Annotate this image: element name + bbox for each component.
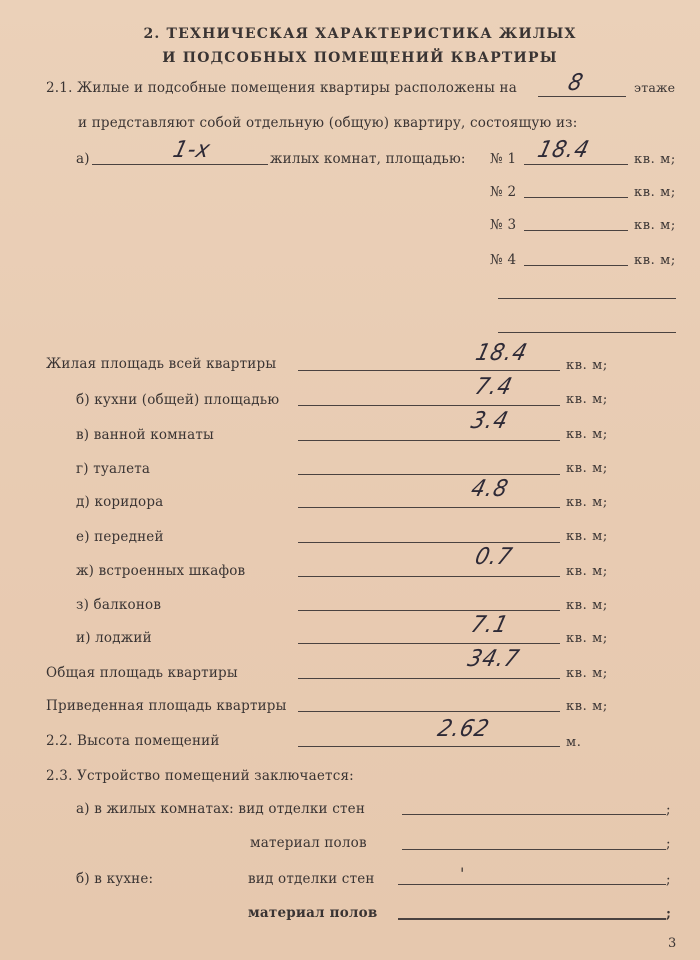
corridor-area-label: д) коридора (76, 494, 164, 510)
room-2-label: № 2 (490, 184, 517, 200)
balconies-area-unit: кв. м; (566, 598, 608, 613)
closets-area-label: ж) встроенных шкафов (76, 563, 246, 579)
p21-lead: 2.1. Жилые и подсобные помещения квартиры расположены на (46, 80, 517, 96)
room-2-line (524, 197, 628, 198)
loggias-area-line (298, 643, 560, 644)
balconies-area-label: з) балконов (76, 597, 162, 613)
kitchen-area-line (298, 405, 560, 406)
living-area-value: 18.4 (472, 340, 531, 366)
room-1-label: № 1 (490, 151, 517, 167)
bathroom-area-line (298, 440, 560, 441)
living-area-unit: кв. м; (566, 358, 608, 373)
living-floor-line (402, 849, 666, 850)
rooms-label-text: жилых комнат, площадью: (270, 151, 466, 167)
extra-line-2 (498, 332, 676, 333)
toilet-area-unit: кв. м; (566, 461, 608, 476)
total-area-label: Общая площадь квартиры (46, 665, 238, 681)
room-4-unit: кв. м; (634, 253, 676, 268)
loggias-area-label: и) лоджий (76, 630, 152, 646)
kitchen-floor-line (398, 918, 666, 920)
bathroom-area-label: в) ванной комнаты (76, 427, 214, 443)
living-area-label: Жилая площадь всей квартиры (46, 356, 277, 372)
floor-line (538, 96, 626, 97)
room-4-label: № 4 (490, 252, 517, 268)
living-floor-label: материал полов (250, 835, 367, 851)
room-3-label: № 3 (490, 217, 517, 233)
balconies-area-line (298, 610, 560, 611)
height-value: 2.62 (434, 716, 493, 742)
living-area-line (298, 370, 560, 371)
toilet-area-line (298, 474, 560, 475)
page-number: 3 (668, 936, 677, 951)
room-1-value: 18.4 (534, 137, 593, 163)
reduced-area-label: Приведенная площадь квартиры (46, 698, 287, 714)
extra-line-1 (498, 298, 676, 299)
room-1-unit: кв. м; (634, 152, 676, 167)
floor-value: 8 (565, 70, 587, 96)
reduced-area-line (298, 711, 560, 712)
closets-area-value: 0.7 (472, 544, 516, 570)
loggias-area-value: 7.1 (468, 612, 512, 638)
floor-unit: этаже (634, 80, 676, 95)
section-title-line-1: 2. ТЕХНИЧЕСКАЯ ХАРАКТЕРИСТИКА ЖИЛЫХ (143, 26, 577, 42)
total-area-unit: кв. м; (566, 666, 608, 681)
kitchen-walls-line (398, 884, 666, 885)
living-walls-semicolon: ; (666, 802, 671, 818)
kitchen-walls-semicolon: ; (666, 872, 671, 888)
hallway-area-unit: кв. м; (566, 529, 608, 544)
rooms-count-line (92, 164, 268, 165)
room-4-line (524, 265, 628, 266)
living-floor-semicolon: ; (666, 836, 671, 852)
hallway-area-line (298, 542, 560, 543)
corridor-area-value: 4.8 (468, 476, 512, 502)
height-unit: м. (566, 735, 582, 750)
p23-label: 2.3. Устройство помещений заключается: (46, 768, 354, 784)
room-3-line (524, 230, 628, 231)
section-title-line-2: И ПОДСОБНЫХ ПОМЕЩЕНИЙ КВАРТИРЫ (162, 50, 558, 66)
corridor-area-unit: кв. м; (566, 495, 608, 510)
reduced-area-unit: кв. м; (566, 699, 608, 714)
total-area-value: 34.7 (464, 646, 523, 672)
kitchen-area-label: б) кухни (общей) площадью (76, 392, 280, 408)
kitchen-walls-mark: ' (460, 864, 465, 883)
hallway-area-label: е) передней (76, 529, 164, 545)
kitchen-label: б) в кухне: (76, 871, 154, 887)
kitchen-area-value: 7.4 (472, 374, 516, 400)
closets-area-unit: кв. м; (566, 564, 608, 579)
bathroom-area-value: 3.4 (468, 408, 512, 434)
closets-area-line (298, 576, 560, 577)
room-3-unit: кв. м; (634, 218, 676, 233)
living-walls-line (402, 814, 666, 815)
loggias-area-unit: кв. м; (566, 631, 608, 646)
kitchen-floor-semicolon: ; (666, 906, 672, 922)
rooms-count-value: 1-х (170, 137, 214, 163)
rooms-label-a: а) (76, 151, 90, 167)
room-1-line (524, 164, 628, 165)
kitchen-walls-label: вид отделки стен (248, 871, 375, 887)
p21-continuation: и представляют собой отдельную (общую) квартиру, состоящую из: (78, 115, 578, 131)
bathroom-area-unit: кв. м; (566, 427, 608, 442)
kitchen-area-unit: кв. м; (566, 392, 608, 407)
corridor-area-line (298, 507, 560, 508)
living-walls-label: а) в жилых комнатах: вид отделки стен (76, 801, 366, 817)
height-label: 2.2. Высота помещений (46, 733, 220, 749)
total-area-line (298, 678, 560, 679)
toilet-area-label: г) туалета (76, 461, 151, 477)
height-line (298, 746, 560, 747)
kitchen-floor-label: материал полов (248, 905, 378, 921)
room-2-unit: кв. м; (634, 185, 676, 200)
